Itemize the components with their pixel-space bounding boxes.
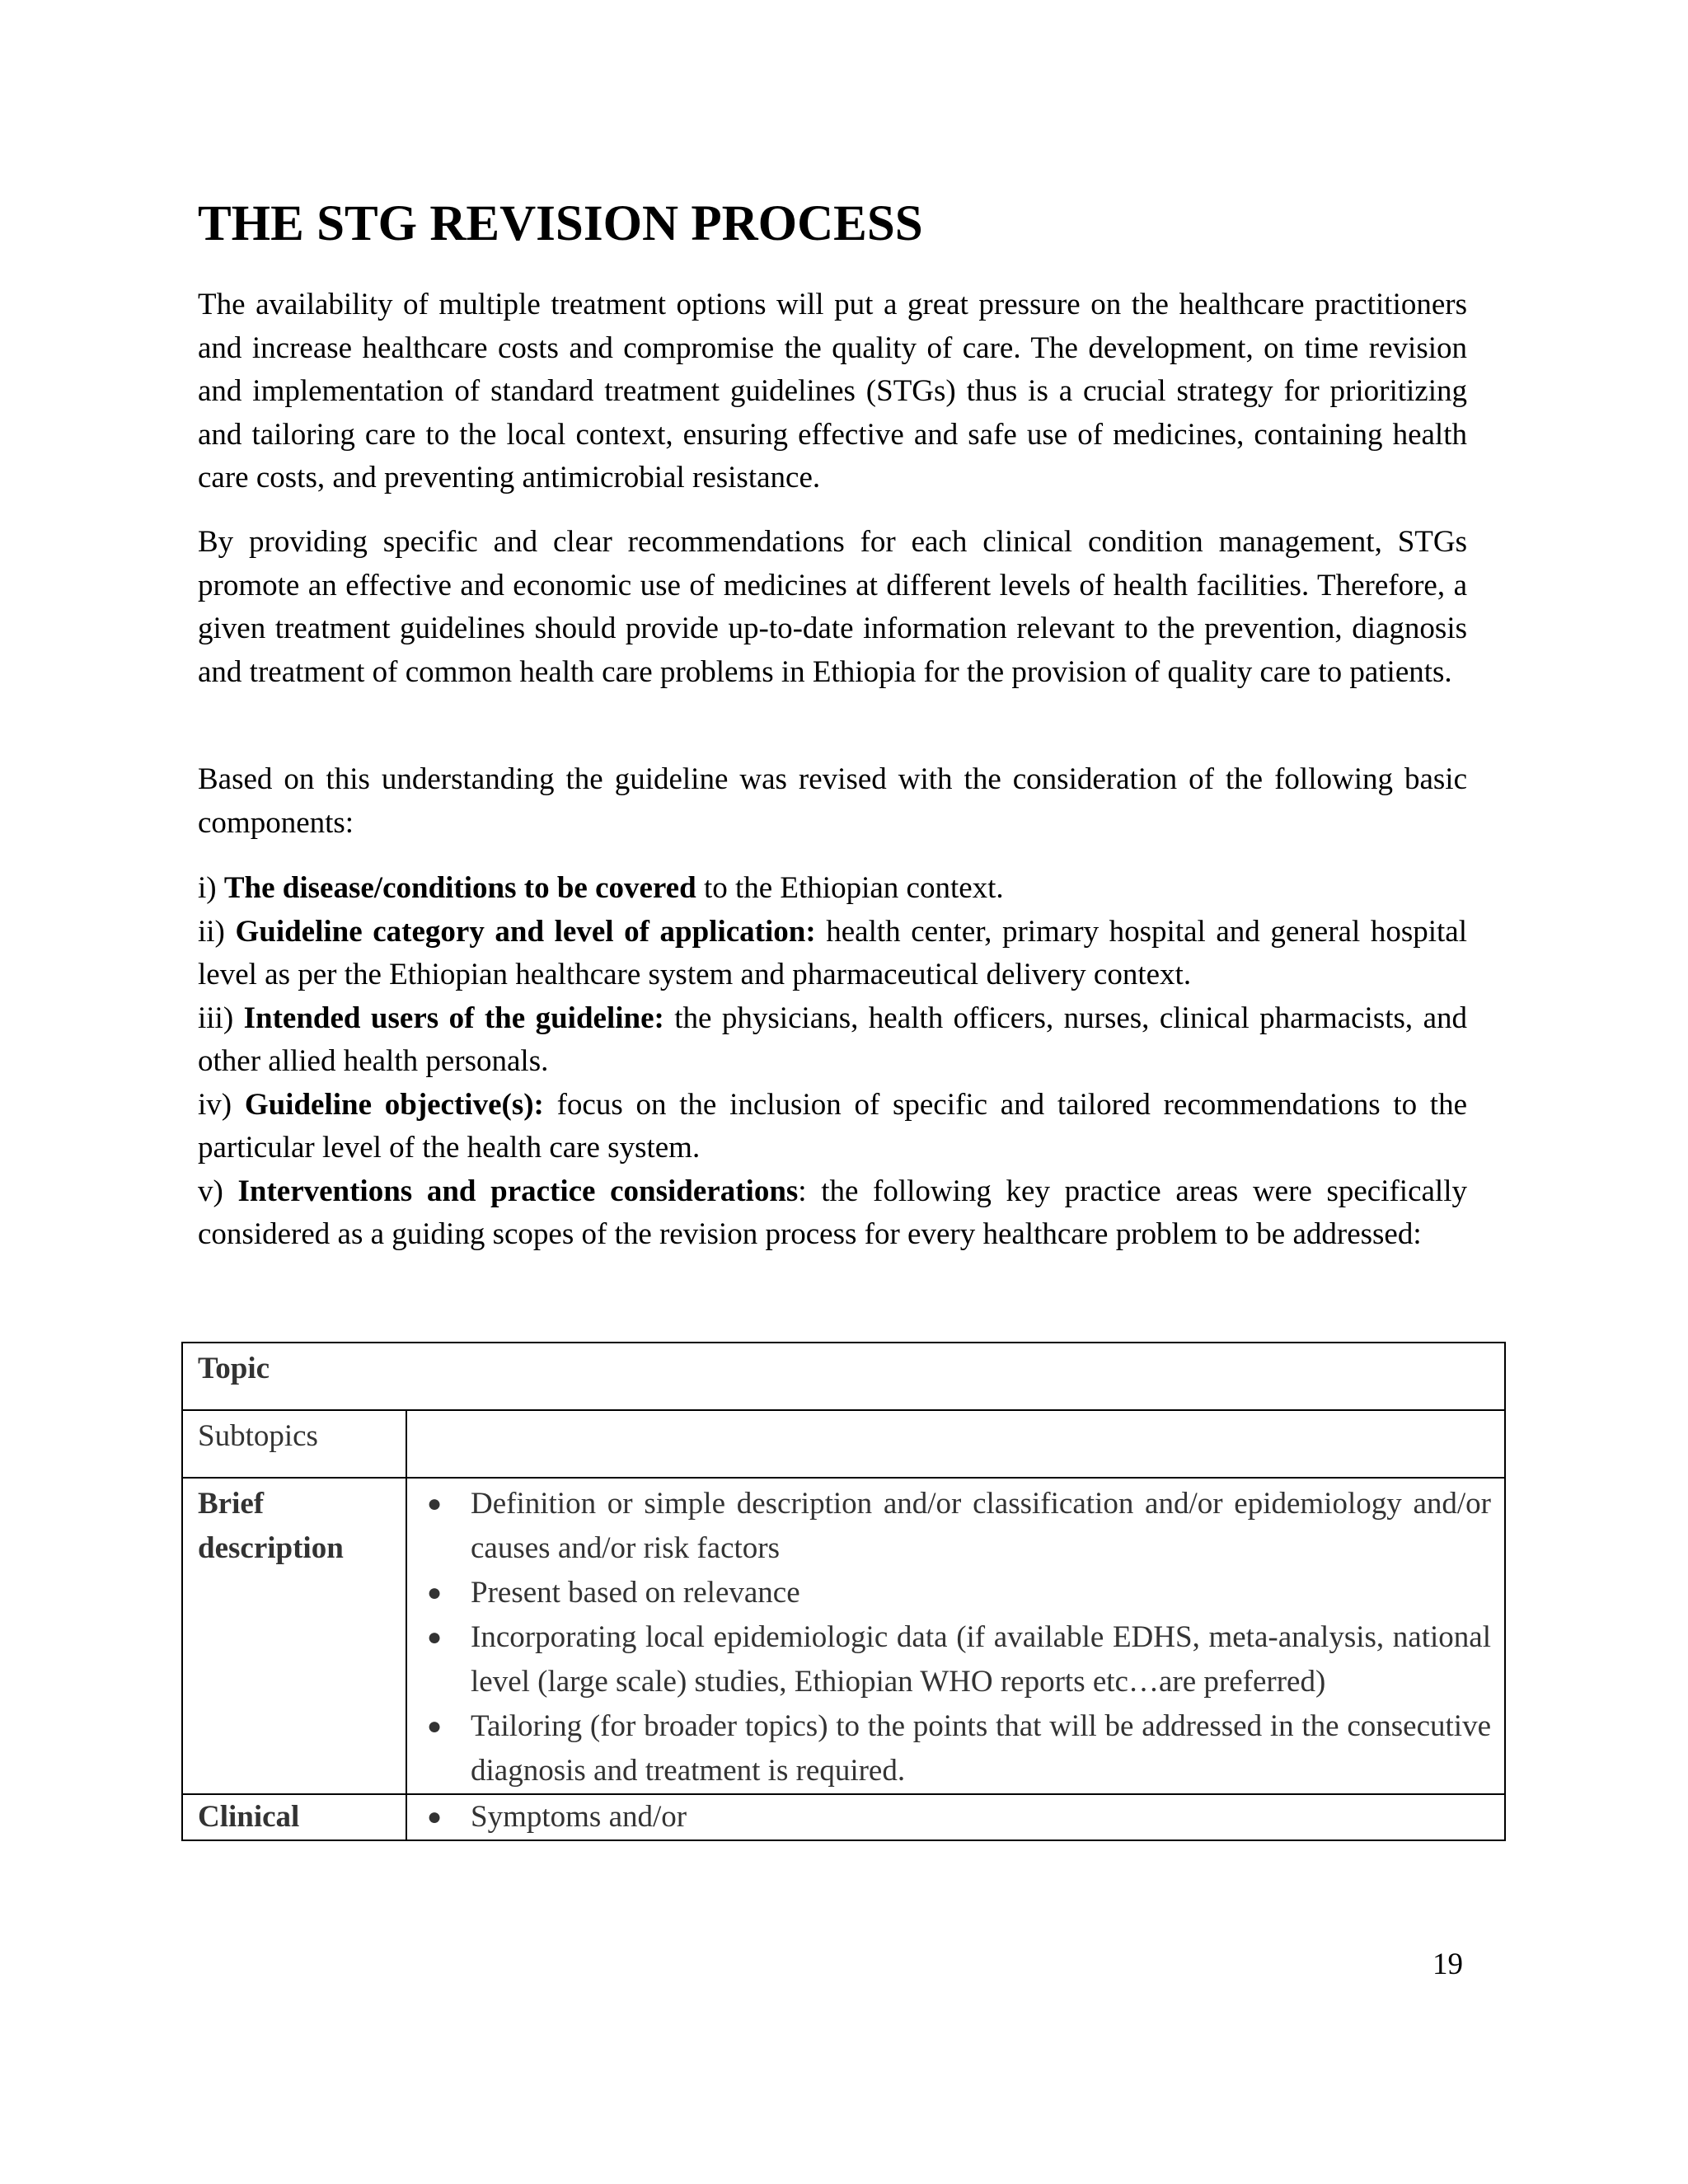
component-item xyxy=(198,997,1467,1084)
page-number: 19 xyxy=(1432,1947,1463,1981)
list-item xyxy=(422,1482,1491,1571)
subtopics-cell: Subtopics xyxy=(182,1410,406,1478)
component-item xyxy=(198,1084,1467,1170)
paragraph-text: By providing specific and clear recommendations for each clinical condition management, STGs promote an effective and economic use of medicines at different levels of health facilities. Therefore, a given treatment guidelines should provide up-to-date information relevant to the prevention, diagnosis and treatment of common health care problems in Ethiopia for the provision of quality care to patients. xyxy=(198,525,1467,689)
intro-paragraph xyxy=(198,284,1467,500)
table-row-brief-description xyxy=(182,1478,1505,1794)
clinical-content xyxy=(406,1794,1505,1840)
component-item xyxy=(198,911,1467,997)
component-title: Guideline objective(s): xyxy=(244,1087,544,1122)
paragraph-text: The availability of multiple treatment options will put a great pressure on the healthcare practitioners and increase healthcare costs and compromise the quality of care. The development, on time revision and implementation of standard treatment guidelines (STGs) thus is a crucial strategy for prioritizing and tailoring care to the local context, ensuring effective and safe use of medicines, containing health care costs, and preventing antimicrobial resistance. xyxy=(198,288,1467,494)
bullet-icon: ● xyxy=(427,1490,443,1517)
component-text: : the following key practice areas were specifically considered as a guiding scopes of the revision process for every healthcare problem to be addressed: xyxy=(198,1174,1467,1251)
topic-cell: Topic xyxy=(182,1343,1505,1410)
component-item xyxy=(198,1170,1467,1257)
components-list xyxy=(198,867,1467,1257)
scope-table xyxy=(181,1342,1506,1841)
component-number: iv) xyxy=(198,1087,232,1122)
list-item xyxy=(422,1704,1491,1793)
clinical-label: Clinical xyxy=(182,1794,406,1840)
clinical-list xyxy=(422,1795,1491,1840)
component-text: focus on the inclusion of specific and tailored recommendations to the particular level of the health care system. xyxy=(198,1087,1468,1165)
component-number: i) xyxy=(198,871,217,905)
table-row-subtopics xyxy=(182,1410,1505,1478)
bullet-icon: ● xyxy=(427,1713,443,1740)
brief-description-list xyxy=(422,1482,1491,1793)
list-item xyxy=(422,1571,1491,1615)
stg-benefits-paragraph xyxy=(198,521,1467,694)
list-item-text: Tailoring (for broader topics) to the points that will be addressed in the consecutive diagnosis and treatment is required. xyxy=(471,1709,1491,1788)
list-item-text: Present based on relevance xyxy=(471,1576,800,1610)
component-title: Interventions and practice considerations xyxy=(237,1174,799,1208)
bullet-icon: ● xyxy=(427,1579,443,1606)
list-item-text: Symptoms and/or xyxy=(471,1800,687,1834)
brief-description-label: Brief description xyxy=(182,1478,406,1794)
component-number: iii) xyxy=(198,1001,234,1035)
components-intro-paragraph xyxy=(198,758,1467,845)
table-row-clinical xyxy=(182,1794,1505,1840)
list-item-text: Definition or simple description and/or classification and/or epidemiology and/or causes and/or risk factors xyxy=(471,1487,1491,1565)
component-number: ii) xyxy=(198,914,225,949)
component-title: The disease/conditions to be covered xyxy=(223,871,696,905)
list-item xyxy=(422,1795,1491,1840)
component-number: v) xyxy=(198,1174,223,1208)
component-item xyxy=(198,867,1467,911)
table-row-topic xyxy=(182,1343,1505,1410)
subtopics-value-cell xyxy=(406,1410,1505,1478)
bullet-icon: ● xyxy=(427,1624,443,1651)
bullet-icon: ● xyxy=(427,1803,443,1830)
page-title: THE STG REVISION PROCESS xyxy=(198,196,923,251)
brief-description-content xyxy=(406,1478,1505,1794)
component-text: health center, primary hospital and general hospital level as per the Ethiopian healthcare system and pharmaceutical delivery context. xyxy=(198,914,1467,991)
component-text: to the Ethiopian context. xyxy=(696,871,1004,905)
component-title: Guideline category and level of application: xyxy=(235,914,816,949)
list-item xyxy=(422,1615,1491,1704)
list-item-text: Incorporating local epidemiologic data (if available EDHS, meta-analysis, national level (large scale) studies, Ethiopian WHO reports etc…are preferred) xyxy=(471,1620,1491,1699)
paragraph-text: Based on this understanding the guideline was revised with the consideration of the following basic components: xyxy=(198,762,1467,840)
component-text: the physicians, health officers, nurses, clinical pharmacists, and other allied health personals. xyxy=(198,1001,1468,1078)
component-title: Intended users of the guideline: xyxy=(243,1001,664,1035)
